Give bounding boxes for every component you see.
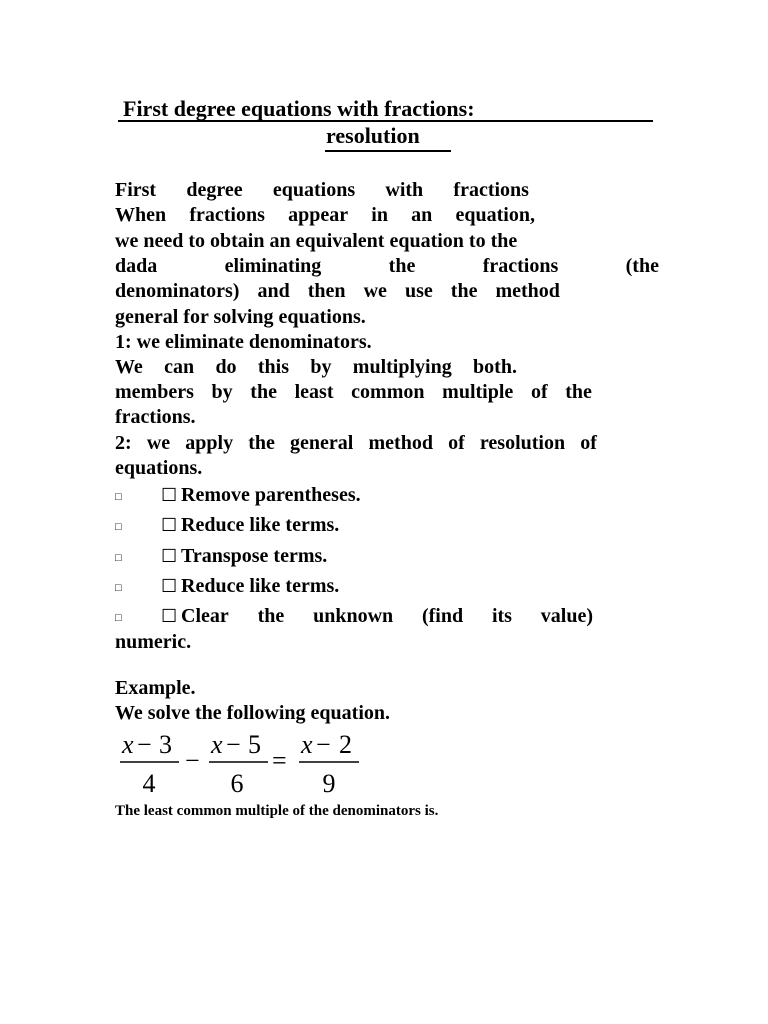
lcm-note: The least common multiple of the denominators is.: [115, 803, 439, 819]
checkbox-icon: ☐: [161, 515, 178, 536]
word: use: [404, 280, 433, 303]
word: resolution: [479, 431, 566, 454]
word: method: [368, 431, 433, 454]
word: value): [540, 605, 593, 628]
word: fractions: [482, 255, 559, 278]
equation-graphic: [115, 728, 375, 800]
text-line: 1: we eliminate denominators.: [115, 330, 372, 353]
word: general: [290, 431, 354, 454]
list-item-text: Reduce like terms.: [181, 574, 340, 597]
square-bullet-icon: □: [115, 491, 122, 503]
fraction-2-minus: −: [226, 730, 241, 759]
fraction-2-constant: 5: [248, 730, 261, 759]
word: members: [115, 381, 194, 404]
justified-line: [115, 254, 659, 279]
operator-equals: =: [272, 746, 287, 775]
justified-line: [115, 203, 535, 228]
list-item-text: [181, 603, 593, 629]
text-line: equations.: [115, 456, 203, 479]
square-bullet-icon: □: [115, 612, 122, 625]
justified-line: [115, 431, 597, 456]
title-line-1: First degree equations with fractions:: [118, 94, 653, 122]
example-section: [115, 676, 390, 726]
word: dada: [115, 255, 158, 278]
document-title: [118, 94, 658, 152]
word: by: [310, 356, 332, 379]
justified-line: [115, 279, 560, 304]
word: least: [294, 381, 334, 404]
fraction-3-minus: −: [316, 730, 331, 759]
fraction-1-constant: 3: [159, 730, 172, 759]
word: this: [257, 356, 290, 379]
word: We: [115, 356, 143, 379]
word: by: [211, 381, 233, 404]
fraction-2-variable: x: [211, 730, 223, 759]
fraction-1: [120, 730, 179, 798]
checkbox-icon: ☐: [161, 485, 178, 505]
word: its: [491, 605, 512, 628]
word: do: [215, 356, 237, 379]
word: (the: [625, 255, 659, 278]
word: When: [115, 204, 167, 227]
fraction-3-constant: 2: [339, 730, 352, 759]
square-bullet-icon: □: [115, 551, 122, 564]
word: common: [351, 381, 425, 404]
list-item-continuation: numeric.: [115, 631, 192, 654]
justified-line: [115, 178, 529, 203]
word: the: [257, 605, 285, 628]
list-item: [115, 603, 593, 633]
word: (find: [421, 605, 464, 628]
list-item-text: Remove parentheses.: [181, 484, 361, 506]
text-line: we need to obtain an equivalent equation to the: [115, 230, 518, 252]
square-bullet-icon: □: [115, 581, 122, 594]
example-heading: Example.: [115, 677, 196, 699]
fraction-equation: [115, 728, 375, 800]
word: the: [450, 280, 478, 303]
checkbox-icon: ☐: [161, 575, 178, 596]
example-intro: We solve the following equation.: [115, 702, 391, 725]
square-bullet-icon: □: [115, 521, 122, 534]
list-item-text: Transpose terms.: [181, 544, 328, 567]
word: the: [250, 381, 277, 404]
list-item: [115, 543, 593, 573]
word: and: [257, 280, 290, 303]
fraction-2: [209, 730, 268, 798]
list-item: [115, 573, 593, 603]
word: the: [248, 431, 275, 454]
fraction-3: [299, 730, 359, 798]
checkbox-icon: ☐: [161, 545, 178, 566]
word: of: [530, 381, 548, 404]
fraction-3-variable: x: [301, 730, 313, 759]
justified-line: [115, 355, 517, 380]
checkbox-icon: ☐: [161, 606, 178, 627]
word: we: [146, 431, 171, 454]
fraction-3-denominator: 9: [322, 769, 336, 798]
word: Clear: [181, 605, 229, 628]
word: fractions: [453, 179, 529, 201]
fraction-1-denominator: 4: [142, 769, 156, 798]
text-line: general for solving equations.: [115, 305, 366, 328]
word: multiplying: [352, 356, 452, 379]
word: eliminating: [224, 255, 322, 278]
word: then: [307, 280, 346, 303]
steps-list: [115, 482, 593, 653]
list-item-text: Reduce like terms.: [181, 514, 340, 537]
word: the: [565, 381, 592, 404]
intro-paragraph: [115, 178, 535, 228]
word: multiple: [442, 381, 514, 404]
fraction-1-minus: −: [137, 730, 152, 759]
word: we: [363, 280, 387, 303]
word: in: [371, 204, 388, 227]
title-line-2: resolution: [325, 122, 451, 152]
fraction-1-variable: x: [122, 730, 134, 759]
word: with: [385, 179, 424, 201]
word: of: [448, 431, 465, 454]
operator-minus: −: [185, 746, 200, 775]
word: can: [164, 356, 195, 379]
justified-line: [115, 380, 592, 405]
word: equations: [272, 179, 356, 201]
word: unknown: [313, 605, 394, 628]
word: appear: [288, 204, 349, 227]
word: apply: [185, 431, 234, 454]
fraction-2-denominator: 6: [230, 769, 244, 798]
list-item: [115, 512, 593, 542]
word: both.: [473, 356, 517, 379]
word: equation,: [455, 204, 535, 227]
word: an: [411, 204, 433, 227]
word: degree: [186, 179, 243, 201]
word: the: [388, 255, 416, 278]
word: First: [115, 179, 157, 201]
text-line: fractions.: [115, 406, 196, 429]
list-item: [115, 482, 593, 512]
body-paragraph: [115, 229, 659, 481]
word: denominators): [115, 280, 240, 303]
word: method: [495, 280, 560, 303]
word: 2:: [115, 431, 132, 454]
word: fractions: [189, 204, 265, 227]
word: of: [580, 431, 597, 454]
